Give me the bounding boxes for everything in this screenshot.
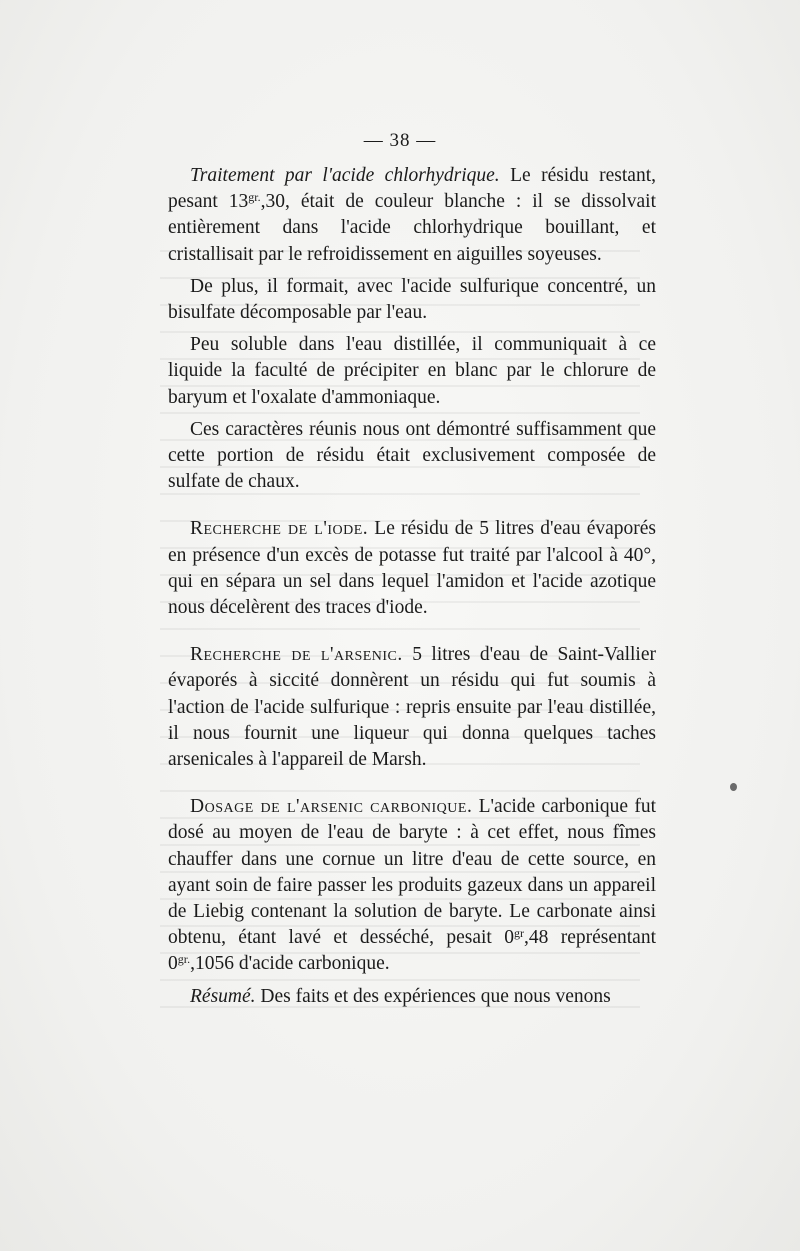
- paragraph-arsenic: [168, 642, 656, 773]
- paragraph-heading: Recherche de l'arsenic.: [190, 644, 403, 666]
- paragraph-text: ,30, était de couleur blanche : il se dissolvait entièrement dans l'acide chlorhydrique bouillant, et cristallisait par le refroidissement en aiguilles soyeuses.: [168, 191, 656, 265]
- body-text: [168, 163, 656, 1010]
- paragraph-soluble: Peu soluble dans l'eau distillée, il communiquait à ce liquide la faculté de précipiter en blanc par le chlorure de baryum et l'oxalate d'ammoniaque.: [168, 334, 656, 408]
- ink-spot: [730, 783, 737, 791]
- page-number: — 38 —: [363, 130, 437, 151]
- paragraph-resume: [168, 984, 656, 1010]
- paragraph-text: 5 litres d'eau de Saint-Vallier évaporés à siccité donnèrent un résidu qui fut soumis à l'action de l'acide sulfurique : repris ensuite par l'eau distillée, il nous fournit une liqueur qui donna quelques taches arsenicales à l'appareil de Marsh.: [168, 644, 656, 771]
- paragraph-dosage: [168, 794, 656, 977]
- paragraph-traitement: [168, 163, 656, 268]
- paragraph-heading: Dosage de l'arsenic carbonique.: [190, 796, 473, 818]
- paragraph-heading: Traitement par l'acide chlorhydrique.: [190, 165, 500, 186]
- paragraph-caracteres: Ces caractères réunis nous ont démontré suffisamment que cette portion de résidu était exclusivement composée de sulfate de chaux.: [168, 418, 656, 493]
- paragraph-text: Le résidu restant, pesant 13: [168, 165, 656, 213]
- paragraph-text: ,48 représentant 0: [168, 927, 656, 975]
- paragraph-heading: Recherche de l'iode.: [190, 518, 369, 540]
- paragraph-text: L'acide carbonique fut dosé au moyen de l'eau de baryte : à cet effet, nous fîmes chauffer dans une cornue un litre d'eau de cette source, en ayant soin de faire passer les produits gazeux dans un appareil de Liebig contenant la solution de baryte. Le carbonate ainsi obtenu, étant lavé et desséché, pesait 0: [168, 796, 656, 949]
- paragraph-text: Des faits et des expériences que nous venons: [255, 985, 611, 1007]
- paragraph-text: ,1056 d'acide carbonique.: [190, 953, 390, 975]
- paragraph-iode: [168, 516, 656, 621]
- paragraph-text: Le résidu de 5 litres d'eau évaporés en présence d'un excès de potasse fut traité par l'alcool à 40°, qui en sépara un sel dans lequel l'amidon et l'acide azotique nous décelèrent des traces d'iode.: [168, 518, 656, 619]
- paragraph-bisulfate: De plus, il formait, avec l'acide sulfurique concentré, un bisulfate décomposable par l'eau.: [168, 275, 656, 324]
- unit-superscript: gr: [513, 926, 524, 941]
- unit-superscript: gr.: [177, 952, 191, 967]
- unit-superscript: gr.: [248, 190, 261, 205]
- paragraph-heading: Résumé.: [190, 985, 256, 1007]
